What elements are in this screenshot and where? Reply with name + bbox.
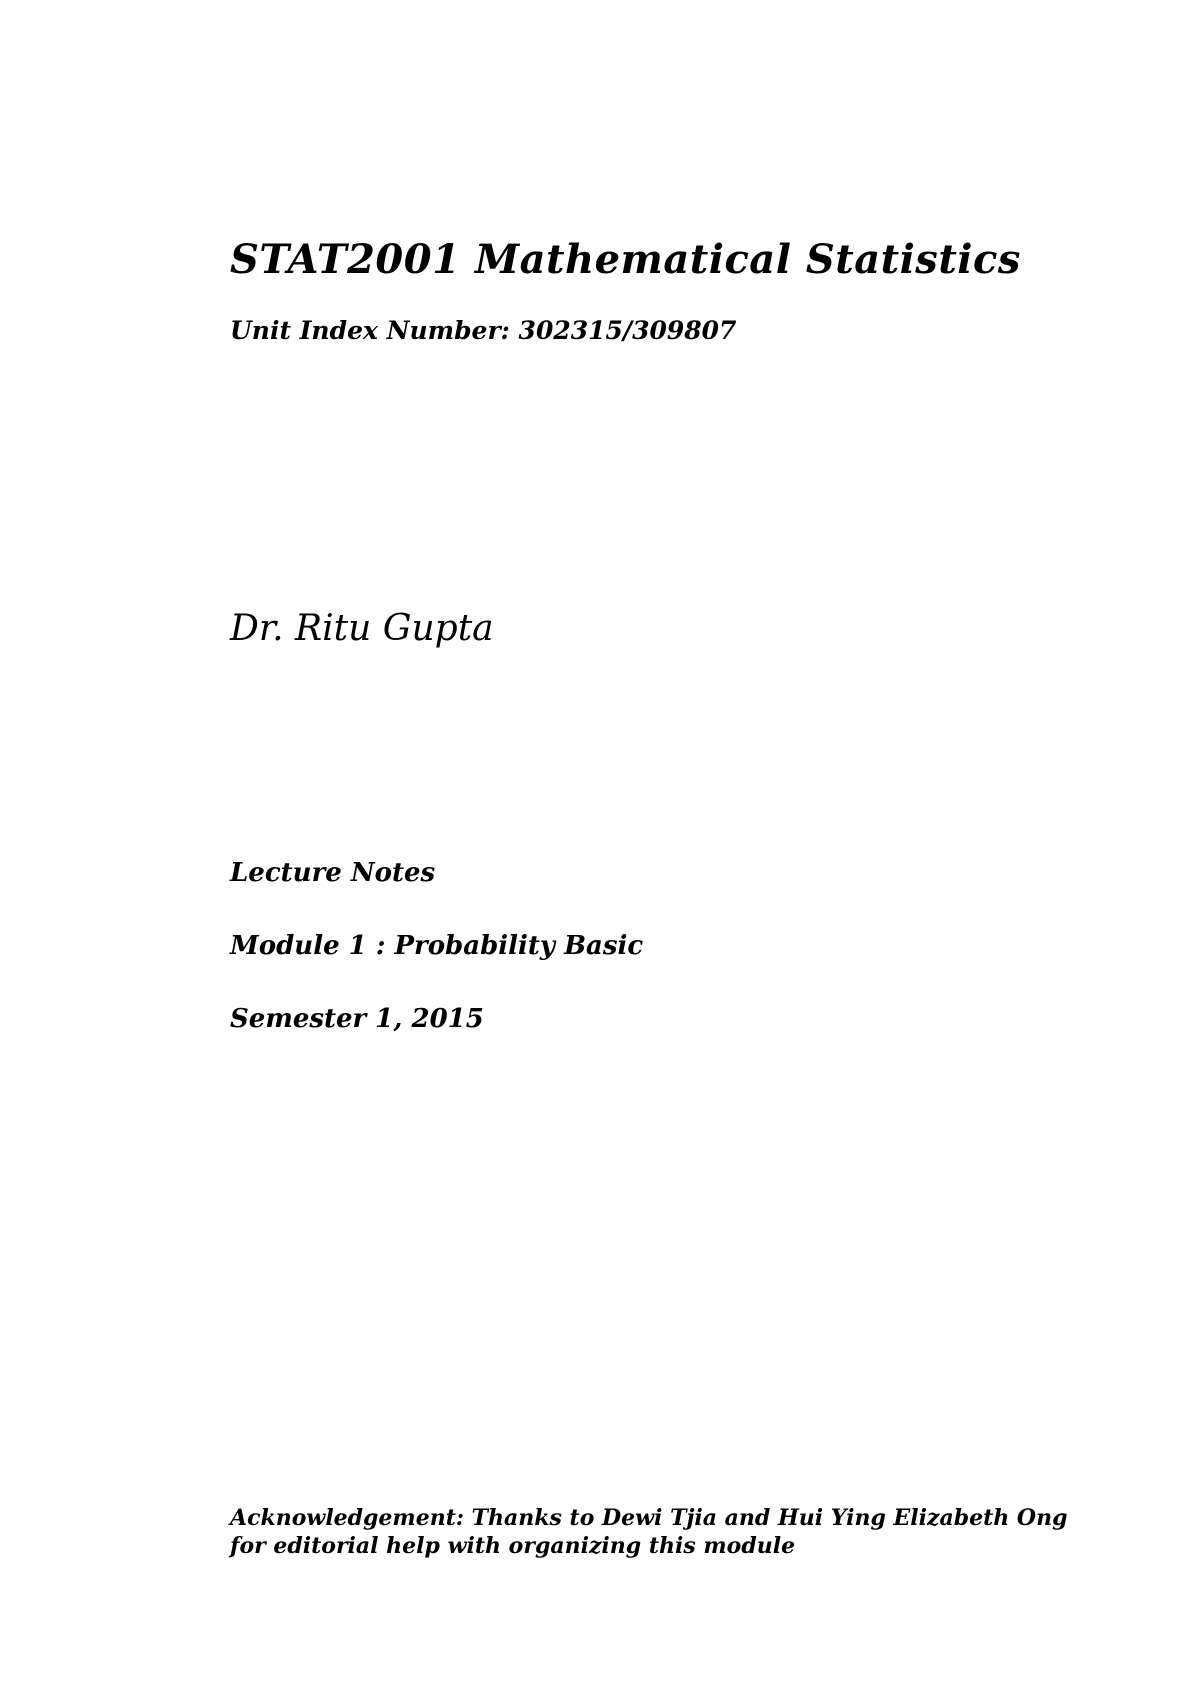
unit-index-number: Unit Index Number: 302315/309807 [230, 316, 737, 345]
author-name: Dr. Ritu Gupta [230, 608, 494, 649]
acknowledgement-line-2: for editorial help with organizing this module [230, 1533, 796, 1559]
module-title: Module 1 : Probability Basic [230, 931, 644, 961]
lecture-notes-label: Lecture Notes [230, 858, 436, 888]
document-title: STAT2001 Mathematical Statistics [230, 236, 1021, 283]
semester-label: Semester 1, 2015 [230, 1004, 484, 1034]
acknowledgement [230, 1504, 1067, 1560]
acknowledgement-line-1: Acknowledgement: Thanks to Dewi Tjia and Hui Ying Elizabeth Ong [230, 1505, 1068, 1531]
